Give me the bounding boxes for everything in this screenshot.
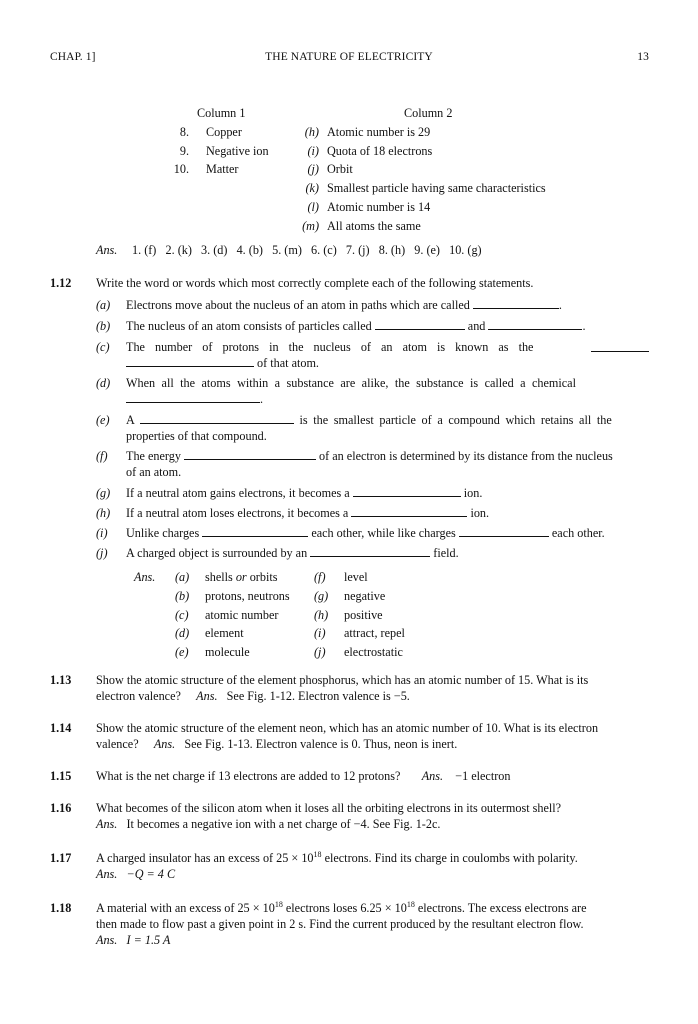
ans-text: protons, neutrons: [205, 589, 290, 603]
ans-letter: (j): [314, 645, 326, 659]
problem-number: 1.12: [50, 276, 72, 290]
problem-number: 1.17: [50, 851, 72, 865]
problem-answer: Ans. I = 1.5 A: [96, 933, 171, 947]
item-label: (a): [96, 298, 111, 312]
item-f-text-cont: of an atom.: [126, 465, 182, 479]
column-2-heading: Column 2: [404, 106, 453, 120]
ans-letter: (e): [175, 645, 189, 659]
col2-text: All atoms the same: [327, 219, 421, 233]
item-a-text: Electrons move about the nucleus of an atom in paths which are called .: [126, 298, 562, 312]
problem-statement: Show the atomic structure of the element neon, which has an atomic number of 10. What is its electron: [96, 721, 599, 735]
problem-statement: What is the net charge if 13 electrons are added to 12 protons? Ans. −1 electron: [96, 769, 511, 783]
col1-text: Negative ion: [206, 144, 269, 158]
item-label: (g): [96, 486, 111, 500]
item-label: (i): [96, 526, 108, 540]
ans-text: negative: [344, 589, 386, 603]
col2-text: Atomic number is 14: [327, 200, 431, 214]
item-d-text-cont: .: [126, 392, 263, 407]
col2-text: Smallest particle having same characteristics: [327, 181, 546, 195]
item-j-text: A charged object is surrounded by an field.: [126, 546, 459, 560]
ans-letter: (b): [175, 589, 190, 603]
ans-letter: (c): [175, 608, 189, 622]
ans-text: shells or orbits: [205, 570, 278, 584]
col1-text: Copper: [206, 125, 242, 139]
column-1-heading: Column 1: [197, 106, 246, 120]
col1-text: Matter: [206, 162, 239, 176]
item-label: (d): [96, 376, 111, 390]
col2-letter: (k): [305, 181, 319, 195]
problem-statement-cont: then made to flow past a given point in 2 s. Find the current produced by the resultant electron flow.: [96, 917, 584, 931]
answer-label: Ans.: [134, 570, 156, 584]
item-e-text: A is the smallest particle of a compound which retains all the: [126, 413, 612, 427]
col1-num: 8.: [179, 125, 189, 139]
item-label: (h): [96, 506, 111, 520]
ans-text: atomic number: [205, 608, 279, 622]
problem-statement-cont: valence? Ans. See Fig. 1-13. Electron valence is 0. Thus, neon is inert.: [96, 737, 458, 751]
col2-letter: (m): [302, 219, 319, 233]
item-i-text: Unlike charges each other, while like charges each other.: [126, 526, 605, 540]
item-c-text-cont: of that atom.: [126, 356, 319, 371]
problem-number: 1.15: [50, 769, 72, 783]
problem-statement: Show the atomic structure of the element phosphorus, which has an atomic number of 15. What is its: [96, 673, 589, 687]
item-g-text: If a neutral atom gains electrons, it becomes a ion.: [126, 486, 483, 500]
chapter-label: CHAP. 1]: [50, 51, 96, 63]
col2-letter: (h): [304, 125, 319, 139]
running-title: THE NATURE OF ELECTRICITY: [265, 51, 433, 63]
item-label: (j): [96, 546, 108, 560]
problem-number: 1.13: [50, 673, 72, 687]
ans-letter: (g): [314, 589, 329, 603]
ans-text: molecule: [205, 645, 250, 659]
col2-text: Orbit: [327, 162, 353, 176]
col1-num: 10.: [173, 162, 189, 176]
col2-letter: (j): [307, 162, 319, 176]
answer-label: Ans.: [96, 243, 118, 257]
item-d-text: When all the atoms within a substance are alike, the substance is called a chemical: [126, 376, 576, 390]
item-c-text: The number of protons in the nucleus of an atom is known as the: [126, 340, 649, 355]
item-h-text: If a neutral atom loses electrons, it becomes a ion.: [126, 506, 490, 520]
ans-text: attract, repel: [344, 626, 405, 640]
col2-letter: (i): [307, 144, 319, 158]
col1-num: 9.: [179, 144, 189, 158]
item-label: (f): [96, 449, 108, 463]
ans-letter: (a): [175, 570, 190, 584]
problem-number: 1.14: [50, 721, 72, 735]
ans-letter: (d): [175, 626, 190, 640]
item-f-text: The energy of an electron is determined by its distance from the nucleus: [126, 449, 613, 463]
ans-text: positive: [344, 608, 383, 622]
item-b-text: The nucleus of an atom consists of particles called and .: [126, 319, 586, 333]
item-e-text-cont: properties of that compound.: [126, 429, 267, 443]
item-label: (b): [96, 319, 111, 333]
ans-text: electrostatic: [344, 645, 403, 659]
col2-letter: (l): [307, 200, 319, 214]
answer-list: 1. (f) 2. (k) 3. (d) 4. (b) 5. (m) 6. (c) 7. (j) 8. (h) 9. (e) 10. (g): [132, 243, 482, 257]
problem-number: 1.18: [50, 901, 72, 915]
problem-answer: Ans. It becomes a negative ion with a net charge of −4. See Fig. 1-2c.: [96, 817, 441, 831]
item-label: (c): [96, 340, 110, 354]
problem-statement: Write the word or words which most correctly complete each of the following statements.: [96, 276, 534, 290]
page-number: 13: [637, 51, 649, 63]
ans-letter: (i): [314, 626, 326, 640]
col2-text: Atomic number is 29: [327, 125, 431, 139]
problem-answer: Ans. −Q = 4 C: [96, 867, 176, 881]
item-label: (e): [96, 413, 110, 427]
ans-text: level: [344, 570, 368, 584]
problem-number: 1.16: [50, 801, 72, 815]
ans-letter: (h): [314, 608, 329, 622]
ans-text: element: [205, 626, 244, 640]
problem-statement: What becomes of the silicon atom when it loses all the orbiting electrons in its outermost shell?: [96, 801, 562, 815]
col2-text: Quota of 18 electrons: [327, 144, 433, 158]
problem-statement: A material with an excess of $25 \times 10^{18}$ electrons loses $6.25 \times 10^{18}$ electrons. The excess electrons are: [96, 899, 587, 915]
ans-letter: (f): [314, 570, 326, 584]
problem-statement: A charged insulator has an excess of $25 \times 10^{18}$ electrons. Find its charge in coulombs with polarity.: [96, 849, 578, 865]
problem-statement-cont: electron valence? Ans. See Fig. 1-12. Electron valence is −5.: [96, 689, 410, 703]
